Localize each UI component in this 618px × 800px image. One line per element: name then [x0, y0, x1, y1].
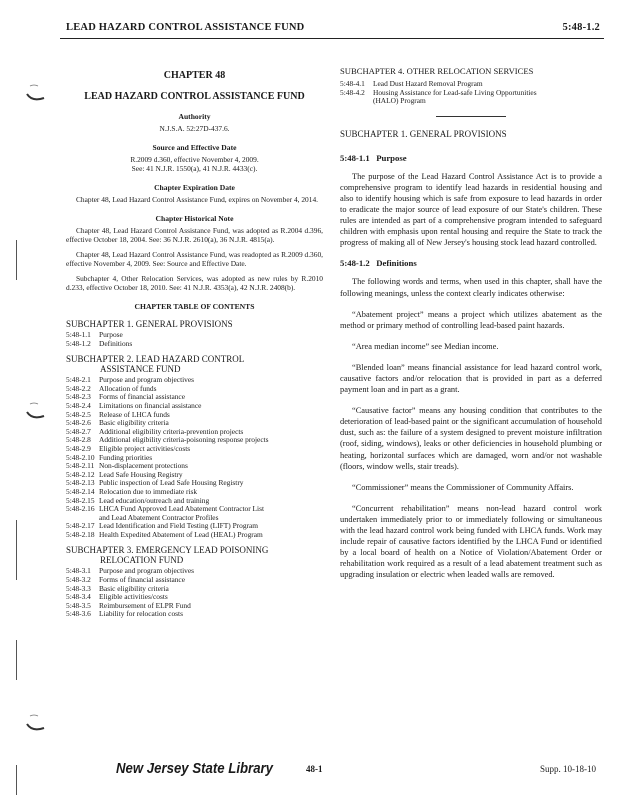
- section-divider: [436, 116, 506, 117]
- binder-hole-mark: [24, 710, 48, 734]
- subchapter-heading: SUBCHAPTER 1. GENERAL PROVISIONS: [340, 128, 507, 139]
- toc-entry-number: 5:48-3.3: [66, 583, 91, 593]
- chapter-title: LEAD HAZARD CONTROL ASSISTANCE FUND: [84, 91, 305, 102]
- left-column: [66, 66, 323, 619]
- toc-subchapter-heading: SUBCHAPTER 3. EMERGENCY LEAD POISONING: [66, 545, 269, 556]
- toc-entry-title: LHCA Fund Approved Lead Abatement Contractor List: [99, 504, 265, 514]
- toc-entry-number: 5:48-4.1: [340, 79, 365, 88]
- source-line: R.2009 d.360, effective November 4, 2009.: [130, 155, 259, 164]
- toc-entry-number: 5:48-4.2: [340, 87, 365, 97]
- toc-entry-title: Forms of financial assistance: [99, 392, 185, 402]
- toc-entry-title: Additional eligibility criteria-prevention projects: [99, 426, 244, 436]
- toc-entry-number: 5:48-2.8: [66, 435, 91, 445]
- toc-entry-number: 5:48-2.17: [66, 521, 95, 531]
- toc-entry-title: Public inspection of Lead Safe Housing Registry: [99, 478, 244, 488]
- toc-entry-title: and Lead Abatement Contractor Profiles: [99, 512, 219, 522]
- toc-entry-title: Lead education/outreach and training: [99, 495, 210, 505]
- toc-entry-number: 5:48-3.1: [66, 566, 91, 576]
- historical-note: Subchapter 4, Other Relocation Services, was adopted as new rules by R.2010 d.233, effective October 18, 2010. See: 41 N.J.R. 4353(a), 42 N.J.R. 2408(b).: [66, 274, 323, 292]
- toc-entry-number: 5:48-2.11: [66, 461, 95, 471]
- toc-entry-title: Definitions: [99, 338, 133, 348]
- section-heading: 5:48-1.2 Definitions: [340, 258, 417, 269]
- toc-entry-number: 5:48-2.16: [66, 504, 95, 514]
- toc-entry-title: Purpose and program objectives: [99, 566, 195, 576]
- toc-entry-title: Forms of financial assistance: [99, 575, 185, 585]
- toc-entry: [66, 610, 323, 619]
- margin-mark: [16, 520, 17, 580]
- right-column: [340, 66, 602, 591]
- definition: “Concurrent rehabilitation” means non-lead hazard control work undertaken immediately prior to or immediately following or simultaneous with the lead hazard control work being funded with LHCA funds. Work may include repair of causative factors identified by the LHCA Fund or identified by a local board of health on a Notice of Violation/Abatement Order or rehabilitation work required as a result of a lead abatement treatment such as upgrading insulation or electric when leaded walls are removed.: [340, 503, 602, 580]
- running-header: [66, 22, 600, 38]
- toc-subchapter-heading: SUBCHAPTER 4. OTHER RELOCATION SERVICES: [340, 66, 534, 76]
- toc-subchapter-heading: SUBCHAPTER 1. GENERAL PROVISIONS: [66, 319, 233, 329]
- toc-entry-title: Funding priorities: [99, 452, 153, 462]
- historical-note: Chapter 48, Lead Hazard Control Assistance Fund, was adopted as R.2004 d.396, effective October 18, 2004. See: 36 N.J.R. 2610(a), 36 N.J.R. 4815(a).: [66, 226, 323, 244]
- toc-entry-number: 5:48-2.6: [66, 418, 91, 428]
- toc-entry-title: Purpose and program objectives: [99, 375, 195, 385]
- toc-entry: [66, 531, 323, 540]
- toc-entry-number: 5:48-2.4: [66, 400, 91, 410]
- margin-mark: [16, 640, 17, 680]
- definition: “Commissioner” means the Commissioner of Community Affairs.: [352, 482, 574, 492]
- toc-list: [66, 331, 323, 348]
- toc-entry-number: 5:48-3.5: [66, 600, 91, 610]
- section-heading: 5:48-1.1 Purpose: [340, 152, 407, 163]
- historical-note: Chapter 48, Lead Hazard Control Assistance Fund, was readopted as R.2009 d.360, effective November 4, 2009. See: Source and Effective Date.: [66, 250, 323, 268]
- toc-subchapter-heading-cont: RELOCATION FUND: [100, 555, 184, 566]
- toc-entry-number: 5:48-1.2: [66, 338, 91, 348]
- toc-entry-number: 5:48-2.2: [66, 383, 91, 393]
- toc-entry-title: Liability for relocation costs: [99, 609, 183, 619]
- toc-entry-number: 5:48-3.4: [66, 592, 91, 602]
- toc-entry-number: 5:48-2.15: [66, 495, 95, 505]
- toc-entry-title: Health Expedited Abatement of Lead (HEAL) Program: [99, 529, 263, 539]
- toc-list: [66, 376, 323, 539]
- toc-entry-title: Allocation of funds: [99, 383, 157, 393]
- toc-entry-title: Housing Assistance for Lead-safe Living Opportunities: [373, 87, 537, 97]
- authority-heading: Authority: [178, 112, 211, 121]
- toc-entry-number: 5:48-2.12: [66, 469, 95, 479]
- header-title: LEAD HAZARD CONTROL ASSISTANCE FUND: [66, 22, 305, 33]
- page-number: 48-1: [306, 764, 323, 774]
- definition: “Area median income” see Median income.: [352, 341, 499, 351]
- historical-heading: Chapter Historical Note: [155, 214, 234, 223]
- toc-entry-title: Reimbursement of ELPR Fund: [99, 600, 191, 610]
- toc-entry-title: Lead Dust Hazard Removal Program: [373, 79, 483, 88]
- toc-entry-number: 5:48-2.7: [66, 426, 91, 436]
- toc-entry-title: Basic eligibility criteria: [99, 583, 169, 593]
- toc-entry-number: 5:48-2.5: [66, 409, 91, 419]
- toc-entry-title: Release of LHCA funds: [99, 409, 170, 419]
- toc-entry-number: 5:48-3.6: [66, 609, 91, 619]
- paragraph: The purpose of the Lead Hazard Control Assistance Act is to provide a comprehensive program to identify lead hazards in residential housing and also to identify housing which is safe from exposure to lead hazards in order to eradicate the major source of lead exposure of our State's children. These rules are intended as part of a comprehensive program intended to safeguard children with emphasis upon rental housing and require the State to track the progress of making all of New Jersey's housing stock lead hazard controlled.: [340, 171, 602, 248]
- toc-entry-number: 5:48-2.13: [66, 478, 95, 488]
- toc-entry-title: Eligible project activities/costs: [99, 443, 191, 453]
- toc-entry-number: 5:48-2.3: [66, 392, 91, 402]
- page-footer: [0, 760, 618, 780]
- authority-text: N.J.S.A. 52:27D-437.6.: [159, 124, 230, 133]
- toc-entry-number: 5:48-2.14: [66, 486, 95, 496]
- toc-entry-title: Basic eligibility criteria: [99, 418, 169, 428]
- binder-hole-mark: [24, 80, 48, 104]
- source-line: See: 41 N.J.R. 1550(a), 41 N.J.R. 4433(c).: [131, 164, 258, 173]
- toc-entry-title: Non-displacement protections: [99, 461, 188, 471]
- expiration-text: Chapter 48, Lead Hazard Control Assistance Fund, expires on November 4, 2014.: [76, 195, 318, 204]
- toc-entry-title: Lead Identification and Field Testing (LIFT) Program: [99, 521, 259, 531]
- paragraph: The following words and terms, when used in this chapter, shall have the following meanings, unless the context clearly indicates otherwise:: [340, 277, 602, 298]
- toc-entry-number: [340, 97, 373, 106]
- toc-entry-number: 5:48-2.9: [66, 443, 91, 453]
- library-stamp: New Jersey State Library: [116, 760, 274, 777]
- toc-entry-number: 5:48-1.1: [66, 330, 91, 339]
- toc-heading: CHAPTER TABLE OF CONTENTS: [134, 302, 255, 311]
- binder-hole-mark: [24, 398, 48, 422]
- toc-entry-number: 5:48-2.10: [66, 452, 95, 462]
- margin-mark: [16, 240, 17, 280]
- toc-entry-number: 5:48-2.1: [66, 375, 91, 385]
- definition: “Blended loan” means financial assistance for lead hazard control work, causative factors and/or relocation that is provided in part as a deferred payment loan and in part as a grant.: [340, 362, 602, 395]
- toc-entry-number: 5:48-3.2: [66, 575, 91, 585]
- definition: “Causative factor” means any housing condition that contributes to the deterioration of lead-based paint or the significant accumulation of household dust, such as: the failure of a system designed to prevent moisture infiltration (roof, siding, windows), leaks or other deficiencies in household plumbing or heating, horizontal surfaces which are damaged, worn and/or not washable (floors, window wells, stair treads).: [340, 406, 602, 471]
- toc-list: [66, 567, 323, 619]
- expiration-heading: Chapter Expiration Date: [154, 183, 235, 192]
- toc-entry-title: Relocation due to immediate risk: [99, 486, 198, 496]
- toc-entry-title: Additional eligibility criteria-poisoning response projects: [99, 435, 269, 445]
- supplement-date: Supp. 10-18-10: [540, 764, 596, 774]
- toc-entry: [66, 340, 323, 349]
- header-rule: [60, 38, 604, 39]
- toc-entry-title: Limitations on financial assistance: [99, 400, 202, 410]
- definition: “Abatement project” means a project which utilizes abatement as the method or primary method of controlling lead-based paint hazards.: [340, 309, 602, 330]
- chapter-heading: CHAPTER 48: [163, 70, 226, 81]
- toc-entry: [340, 97, 602, 106]
- toc-list: [340, 80, 602, 106]
- toc-entry-title: Lead Safe Housing Registry: [99, 469, 183, 479]
- toc-subchapter-heading: SUBCHAPTER 2. LEAD HAZARD CONTROL: [66, 354, 245, 365]
- toc-entry-title: Purpose: [99, 330, 123, 339]
- toc-subchapter-heading-cont: ASSISTANCE FUND: [100, 364, 181, 375]
- toc-entry-title: Eligible activities/costs: [99, 592, 168, 602]
- toc-entry-title: (HALO) Program: [373, 96, 426, 106]
- toc-entry-number: 5:48-2.18: [66, 529, 95, 539]
- header-section-number: 5:48-1.2: [562, 22, 600, 33]
- source-heading: Source and Effective Date: [152, 143, 237, 152]
